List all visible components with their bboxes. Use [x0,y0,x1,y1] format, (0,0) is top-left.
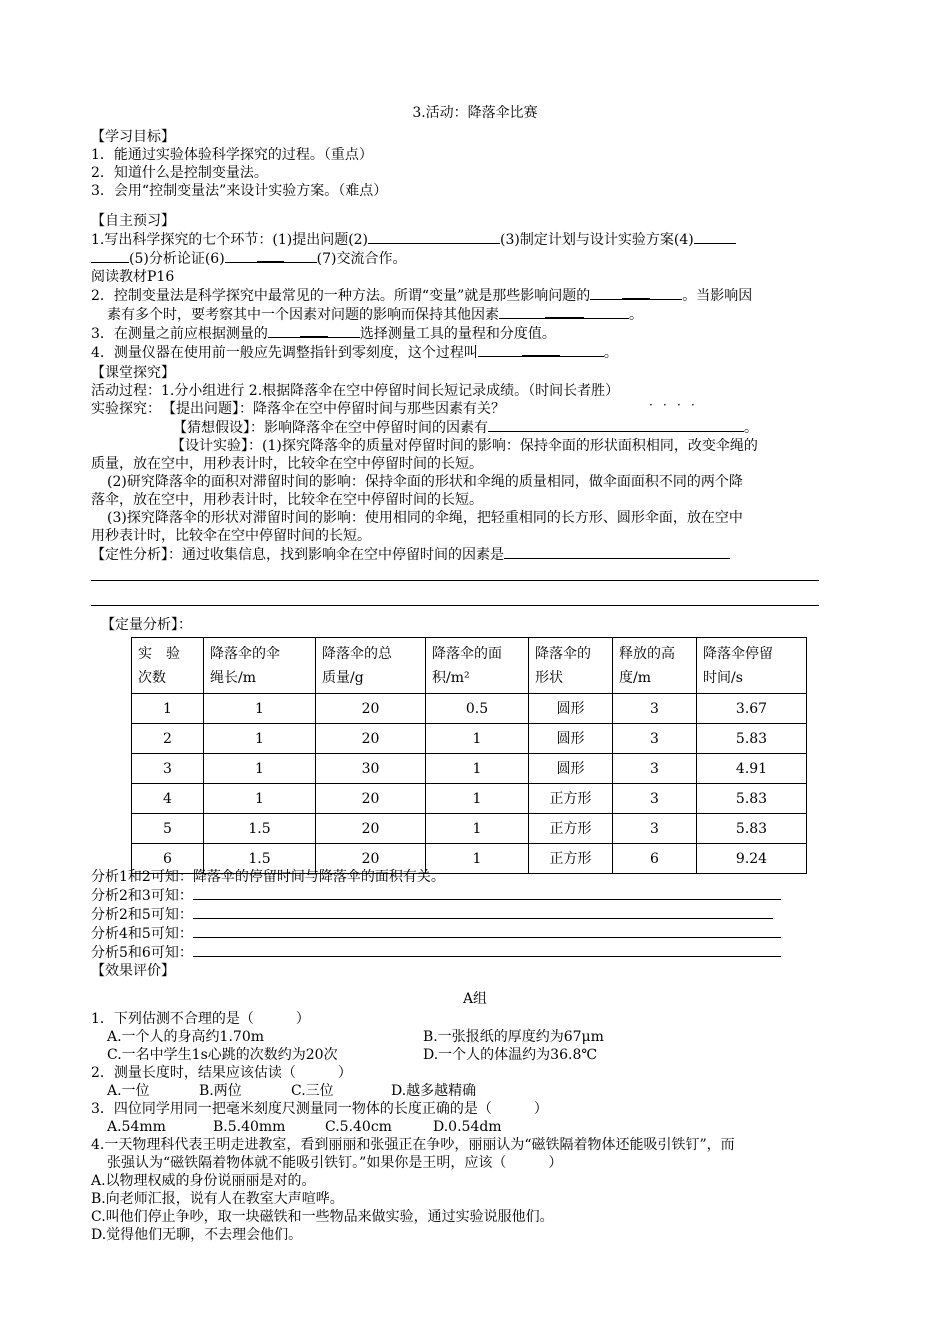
read-textbook: 阅读教材P16 [91,269,175,285]
table-cell: 5 [132,814,204,844]
blank-analysis-5-6[interactable] [193,943,781,957]
table-cell: 20 [316,724,426,754]
emphasis-dot: · [691,398,695,412]
preview-q1-text-b: (3)制定计划与设计实验方案(4) [500,232,694,248]
eval-q4-line2: 张强认为“磁铁隔着物体就不能吸引铁钉。”如果你是王明，应该（ ） [107,1155,563,1171]
blank-step-2[interactable] [368,230,500,244]
table-header: 降落伞的面 积/m² [426,638,529,694]
emphasis-dot: · [649,398,653,412]
group-title: A组 [462,991,488,1007]
option-b[interactable]: B.5.40mm [213,1119,286,1135]
eval-q4-line1: 4.一天物理科代表王明走进教室，看到丽丽和张强正在争吵，丽丽认为“磁铁隔着物体还能吸引铁钉”，而 [91,1137,735,1153]
analysis-2-5-label: 分析2和5可知： [91,907,193,923]
analysis-2-3 [91,886,861,905]
table-cell: 20 [316,784,426,814]
blank-qualitative[interactable] [504,545,730,559]
table-cell: 1.5 [204,814,316,844]
table-cell: 圆形 [529,754,613,784]
table-cell: 1 [204,694,316,724]
eval-q2: 2．测量长度时，结果应该估读（ ） [91,1065,352,1081]
option-d[interactable]: D.越多越精确 [391,1083,477,1099]
option-b[interactable]: B.向老师汇报，说有人在教室大声喧哗。 [91,1191,344,1207]
blank-step-6[interactable] [225,249,317,263]
blank-guess[interactable] [488,418,744,432]
table-cell: 1 [426,814,529,844]
table-row [132,784,807,814]
explore-guess [91,418,861,437]
analysis-1-2: 分析1和2可知：降落伞的停留时间与降落伞的面积有关。 [91,869,445,885]
preview-q4 [91,343,861,362]
table-cell: 3 [132,754,204,784]
eval-q3: 3．四位同学用同一把毫米刻度尺测量同一物体的长度正确的是（ ） [91,1101,548,1117]
table-cell: 20 [316,844,426,874]
table-cell: 3 [613,694,697,724]
emphasis-dot: · [677,398,681,412]
preview-section [91,212,861,362]
table-cell: 1 [426,754,529,784]
table-cell: 1.5 [204,844,316,874]
table-cell: 1 [426,844,529,874]
table-cell: 5.83 [697,724,807,754]
table-cell: 20 [316,694,426,724]
preview-q2-text-c: 素有多个时，要考察其中一个因素对问题的影响而保持其他因素 [107,307,499,323]
ask-text: 【提出问题】：降落伞在空中停留时间与那些因素有关？ [169,401,505,417]
analysis-4-5 [91,924,861,943]
eval-q1: 1．下列估测不合理的是（ ） [91,1011,310,1027]
analysis-2-3-label: 分析2和3可知： [91,888,193,904]
goal-item-2: 2．知道什么是控制变量法。 [91,165,268,181]
blank-variable[interactable] [590,286,682,300]
quant-heading: 【定量分析】： [101,617,192,633]
design-3b: 用秒表计时，比较伞在空中停留时间的长短。 [91,528,371,544]
table-row [132,724,807,754]
option-a[interactable]: A.一位 [107,1083,150,1099]
table-cell: 1 [426,724,529,754]
preview-q2-text-d: 。 [629,307,643,323]
preview-q1-cont [91,249,861,268]
data-table [131,637,807,874]
option-b[interactable]: B.一张报纸的厚度约为67μm [423,1029,604,1045]
eval-q1-options-row2 [91,1046,861,1064]
analysis-4-5-label: 分析4和5可知： [91,926,193,942]
table-header: 降落伞停留 时间/s [697,638,807,694]
table-cell: 3 [613,784,697,814]
preview-q2-text-b: 。当影响因 [682,288,753,304]
goal-item-1: 1．能通过实验体验科学探究的过程。（重点） [91,147,373,163]
table-cell: 4.91 [697,754,807,784]
table-cell: 3 [613,754,697,784]
explore-heading: 【课堂探究】 [91,365,175,381]
preview-q2-text-a: 2．控制变量法是科学探究中最常见的一种方法。所谓“变量”就是那些影响问题的 [91,288,591,304]
table-cell: 0.5 [426,694,529,724]
table-cell: 正方形 [529,844,613,874]
table-cell: 圆形 [529,724,613,754]
option-b[interactable]: B.两位 [199,1083,242,1099]
eval-questions [91,1010,861,1244]
preview-q1-text-a: 1.写出科学探究的七个环节：(1)提出问题(2) [91,232,369,248]
preview-q1-text-c: (5)分析论证(6) [129,251,225,267]
preview-q4-text-b: 。 [603,345,618,361]
option-c[interactable]: C.一名中学生1s心跳的次数约为20次 [107,1047,338,1063]
preview-q1 [91,230,861,249]
table-cell: 1 [204,754,316,784]
analysis-section [91,868,861,962]
table-header: 释放的高 度/m [613,638,697,694]
table-cell: 圆形 [529,694,613,724]
answer-line[interactable] [91,580,819,581]
option-a[interactable]: A.54mm [107,1119,166,1135]
eval-q2-options [91,1082,861,1100]
table-cell: 20 [316,814,426,844]
table-cell: 正方形 [529,814,613,844]
blank-other-factors[interactable] [499,305,629,319]
table-cell: 5.83 [697,784,807,814]
explore-ask [91,400,861,418]
table-cell: 3 [613,814,697,844]
blank-step-4-start[interactable] [694,230,736,244]
table-header: 降落伞的总 质量/g [316,638,426,694]
table-cell: 6 [132,844,204,874]
design-1b: 质量，放在空中，用秒表计时，比较伞在空中停留时间的长短。 [91,456,483,472]
exp-label: 实验探究： [91,401,161,417]
table-cell: 9.24 [697,844,807,874]
table-cell: 5.83 [697,814,807,844]
emphasis-dot: · [663,398,667,412]
table-header: 实 验 次数 [132,638,204,694]
blank-analysis-2-5[interactable] [193,905,773,919]
table-cell: 3.67 [697,694,807,724]
answer-line[interactable] [91,605,819,606]
eval-q3-options [91,1118,861,1136]
explore-section [91,364,861,564]
goals-heading: 【学习目标】 [91,129,175,145]
option-c[interactable]: C.叫他们停止争吵，取一块磁铁和一些物品来做实验，通过实验说服他们。 [91,1209,554,1225]
preview-q2-cont [91,305,861,324]
table-header: 降落伞的伞 绳长/m [204,638,316,694]
explore-process-text: 活动过程：1.分小组进行 2.根据降落伞在空中停留时间长短记录成绩。（时间长者胜） [91,383,620,399]
preview-q3-text-b: 选择测量工具的量程和分度值。 [359,326,556,342]
table-cell: 4 [132,784,204,814]
option-a[interactable]: A.一个人的身高约1.70m [107,1029,265,1045]
blank-zero-adjust[interactable] [478,343,604,357]
design-1a: 【设计实验】：(1)探究降落伞的质量对停留时间的影响：保持伞面的形状面积相同，改变伞绳的 [171,438,758,454]
qual-text: 【定性分析】：通过收集信息，找到影响伞在空中停留时间的因素是 [91,547,504,563]
table-cell: 正方形 [529,784,613,814]
guess-end: 。 [744,420,758,436]
analysis-5-6-label: 分析5和6可知： [91,945,193,961]
blank-measure-requirement[interactable] [268,324,360,338]
analysis-2-5 [91,905,861,924]
table-cell: 2 [132,724,204,754]
blank-step-4[interactable] [91,249,129,263]
option-d[interactable]: D.觉得他们无聊，不去理会他们。 [91,1227,303,1243]
preview-q3 [91,324,861,343]
table-row [132,694,807,724]
eval-q1-options-row1 [91,1028,861,1046]
preview-q2 [91,286,861,305]
table-cell: 6 [613,844,697,874]
table-header: 降落伞的 形状 [529,638,613,694]
blank-analysis-4-5[interactable] [193,924,781,938]
qualitative-analysis [91,545,861,564]
preview-q4-text-a: 4．测量仪器在使用前一般应先调整指针到零刻度，这个过程叫 [91,345,478,361]
option-c[interactable]: C.5.40cm [325,1119,392,1135]
eval-heading: 【效果评价】 [91,963,175,979]
table-header-row [132,638,807,694]
table-cell: 1 [204,724,316,754]
preview-heading: 【自主预习】 [91,213,175,229]
design-2a: (2)研究降落伞的面积对滞留时间的影响：保持伞面的形状和伞绳的质量相同，做伞面面积不同的两个降 [107,474,743,490]
design-2b: 落伞，放在空中，用秒表计时，比较伞在空中停留时间的长短。 [91,492,483,508]
option-d[interactable]: D.0.54dm [433,1119,502,1135]
table-row [132,814,807,844]
goals-section [91,128,861,200]
preview-q1-text-d: (7)交流合作。 [316,251,407,267]
goal-item-3: 3．会用“控制变量法”来设计实验方案。（难点） [91,183,388,199]
guess-text: 【猜想假设】：影响降落伞在空中停留时间的因素有 [173,420,488,436]
table-cell: 30 [316,754,426,784]
option-d[interactable]: D.一个人的体温约为36.8℃ [423,1047,598,1063]
table-cell: 1 [426,784,529,814]
analysis-5-6 [91,943,861,962]
option-a[interactable]: A.以物理权威的身份说丽丽是对的。 [91,1173,316,1189]
blank-analysis-2-3[interactable] [193,886,781,900]
design-3a: (3)探究降落伞的形状对滞留时间的影响：使用相同的伞绳，把轻重相同的长方形、圆形伞面，放在空中 [107,510,743,526]
preview-q3-text-a: 3．在测量之前应根据测量的 [91,326,268,342]
table-cell: 1 [204,784,316,814]
table-cell: 3 [613,724,697,754]
table-cell: 1 [132,694,204,724]
option-c[interactable]: C.三位 [291,1083,334,1099]
table-row [132,754,807,784]
page-title: 3.活动：降落伞比赛 [412,105,538,121]
